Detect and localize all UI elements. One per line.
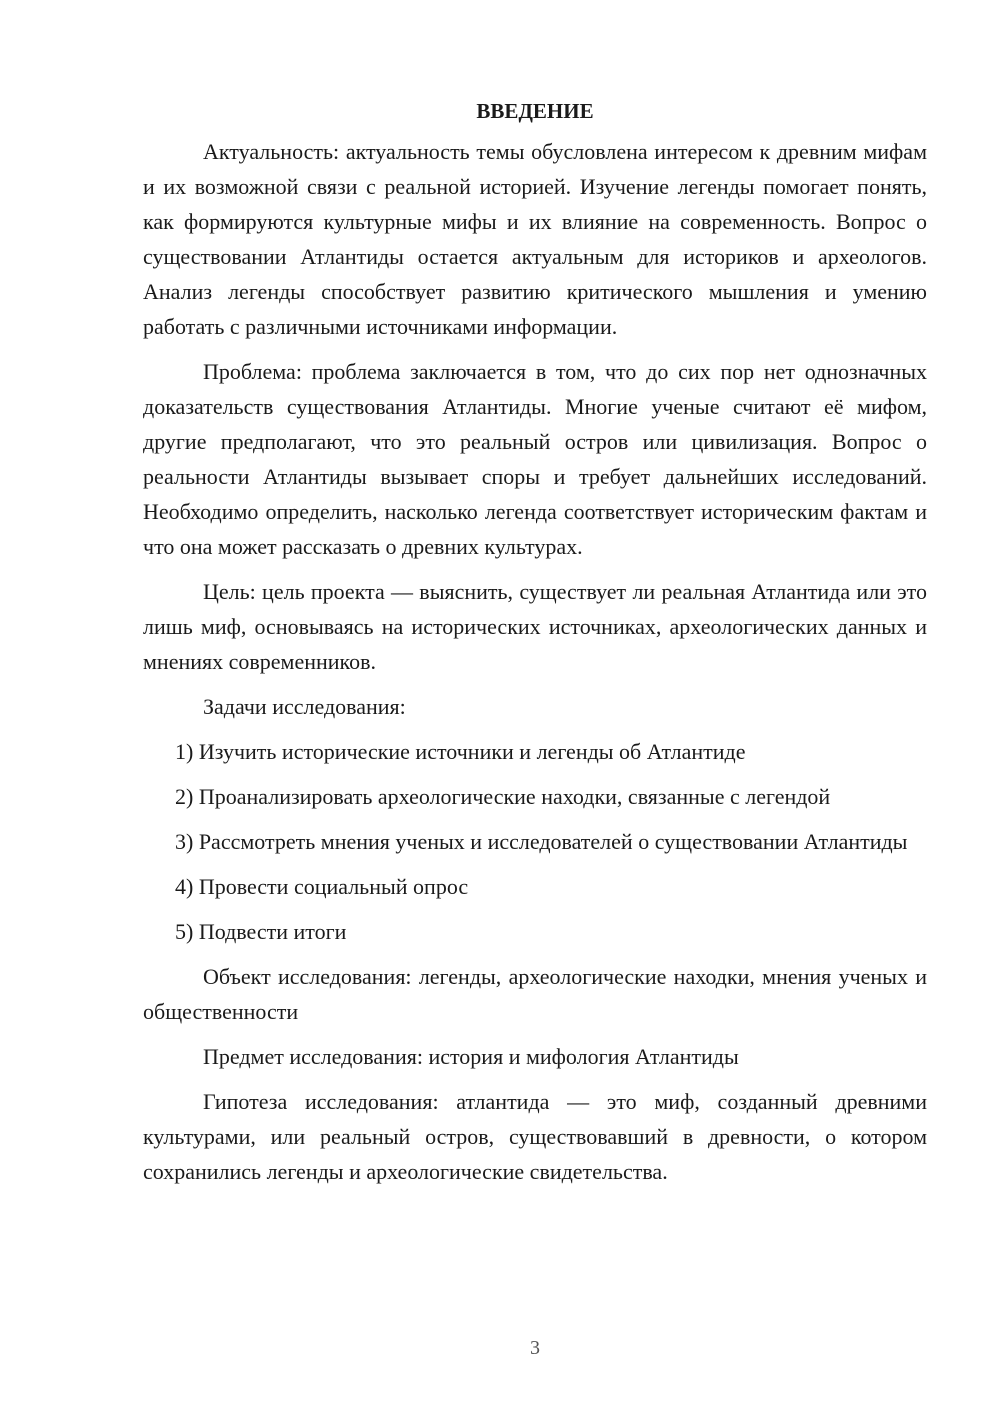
page-content bbox=[143, 94, 927, 1199]
paragraph-relevance: Актуальность: актуальность темы обусловлена интересом к древним мифам и их возможной связи с реальной историей. Изучение легенды помогает понять, как формируются культурные мифы и их влияние на современность. Вопрос о существовании Атлантиды остается актуальным для историков и археологов. Анализ легенды способствует развитию критического мышления и умению работать с различными источниками информации. bbox=[143, 139, 927, 339]
task-item-5: 5) Подвести итоги bbox=[175, 919, 347, 944]
page-number: 3 bbox=[530, 1337, 540, 1359]
paragraph-tasks-heading: Задачи исследования: bbox=[203, 694, 406, 719]
paragraph-problem: Проблема: проблема заключается в том, что до сих пор нет однозначных доказательств существования Атлантиды. Многие ученые считают её мифом, другие предполагают, что это реальный остров или цивилизация. Вопрос о реальности Атлантиды вызывает споры и требует дальнейших исследований. Необходимо определить, насколько легенда соответствует историческим фактам и что она может рассказать о древних культурах. bbox=[143, 359, 927, 559]
paragraph-goal: Цель: цель проекта — выяснить, существует ли реальная Атлантида или это лишь миф, основываясь на исторических источниках, археологических данных и мнениях современников. bbox=[143, 579, 927, 674]
task-item-3: 3) Рассмотреть мнения ученых и исследователей о существовании Атлантиды bbox=[175, 829, 908, 854]
paragraph-hypothesis: Гипотеза исследования: атлантида — это миф, созданный древними культурами, или реальный остров, существовавший в древности, о котором сохранились легенды и археологические свидетельства. bbox=[143, 1089, 927, 1184]
section-title: ВВЕДЕНИЕ bbox=[476, 99, 594, 123]
paragraph-subject: Предмет исследования: история и мифология Атлантиды bbox=[203, 1044, 739, 1069]
task-item-4: 4) Провести социальный опрос bbox=[175, 874, 469, 899]
task-item-2: 2) Проанализировать археологические находки, связанные с легендой bbox=[175, 784, 831, 809]
task-item-1: 1) Изучить исторические источники и легенды об Атлантиде bbox=[175, 739, 746, 764]
paragraph-object: Объект исследования: легенды, археологические находки, мнения ученых и общественности bbox=[143, 964, 927, 1024]
